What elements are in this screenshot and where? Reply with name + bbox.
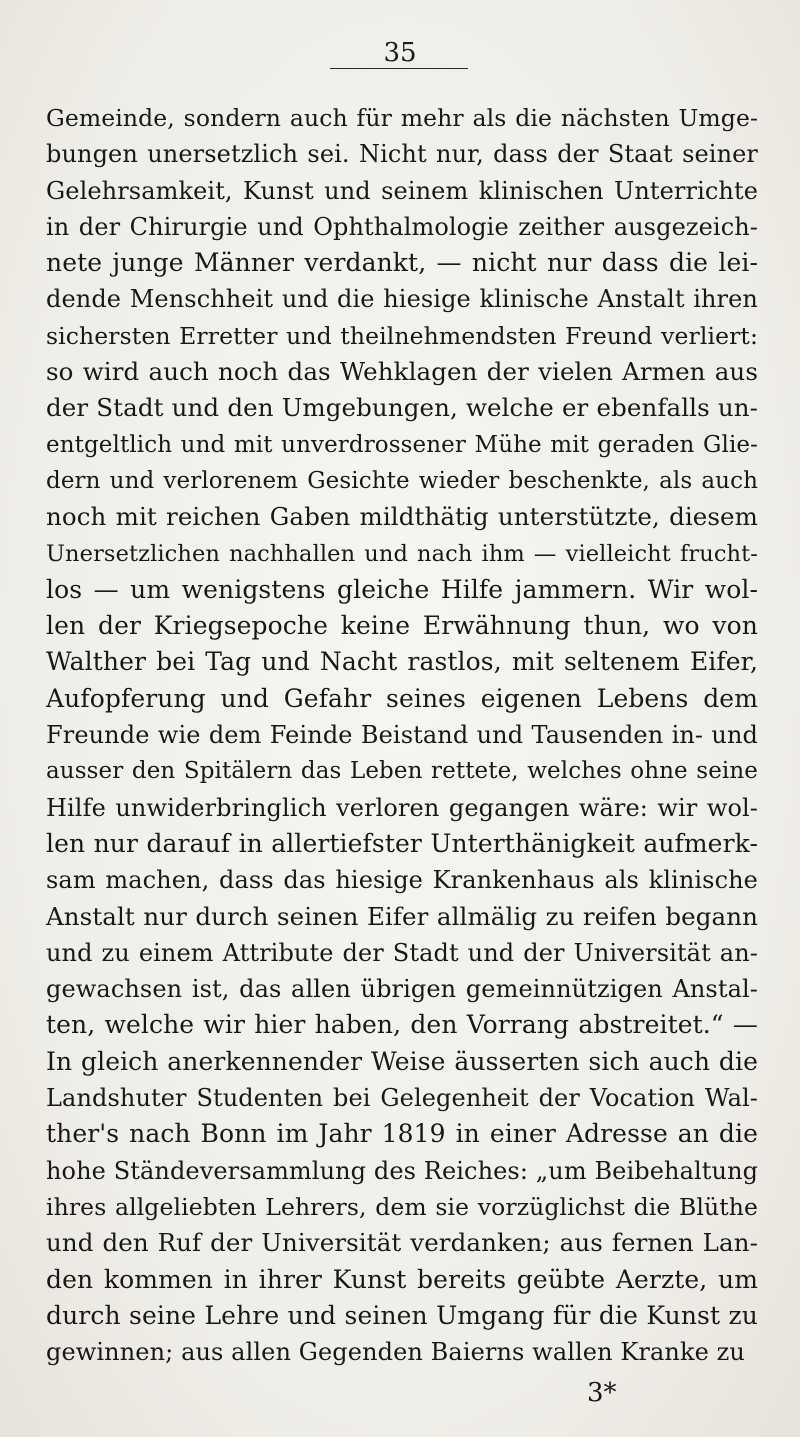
text-line: gewachsen ist, das allen übrigen gemeinnützigen Anstal- [46, 975, 758, 1004]
text-line: len der Kriegsepoche keine Erwähnung thun, wo von [46, 611, 758, 641]
signature-mark: 3* [587, 1378, 617, 1408]
text-line: der Stadt und den Umgebungen, welche er ebenfalls un- [46, 393, 758, 423]
text-line: Freunde wie dem Feinde Beistand und Tausenden in- und [46, 721, 758, 750]
text-line: dern und verlorenem Gesichte wieder beschenkte, als auch [46, 467, 758, 494]
text-line: entgeltlich und mit unverdrossener Mühe mit geraden Glie- [46, 431, 758, 458]
text-line: Hilfe unwiderbringlich verloren gegangen wäre: wir wol- [46, 793, 758, 822]
text-line: gewinnen; aus allen Gegenden Baierns wallen Kranke zu [46, 1338, 745, 1367]
text-line: los — um wenigstens gleiche Hilfe jammern. Wir wol- [46, 574, 758, 604]
text-line: Landshuter Studenten bei Gelegenheit der Vocation Wal- [46, 1084, 758, 1113]
text-line: In gleich anerkennender Weise äusserten sich auch die [46, 1046, 758, 1076]
text-line: dende Menschheit und die hiesige klinische Anstalt ihren [46, 285, 758, 314]
text-line: noch mit reichen Gaben mildthätig unterstützte, diesem [46, 502, 758, 532]
text-line: so wird auch noch das Wehklagen der vielen Armen aus [46, 357, 758, 387]
text-line: sichersten Erretter und theilnehmendsten Freund verliert: [46, 321, 758, 350]
text-line: hohe Ständeversammlung des Reiches: „um Beibehaltung [46, 1156, 759, 1185]
text-line: Anstalt nur durch seinen Eifer allmälig zu reifen begann [46, 901, 758, 931]
text-line: Walther bei Tag und Nacht rastlos, mit seltenem Eifer, [46, 647, 758, 677]
text-line: ten, welche wir hier haben, den Vorrang abstreitet.“ — [46, 1010, 758, 1040]
header-rule [330, 68, 468, 69]
text-line: Gemeinde, sondern auch für mehr als die nächsten Umge- [46, 104, 758, 132]
text-line: sam machen, dass das hiesige Krankenhaus als klinische [46, 866, 758, 895]
text-line: und den Ruf der Universität verdanken; aus fernen Lan- [46, 1228, 758, 1258]
text-line: ther's nach Bonn im Jahr 1819 in einer Adresse an die [46, 1119, 758, 1149]
text-line: und zu einem Attribute der Stadt und der Universität an- [46, 938, 758, 967]
text-line: Aufopferung und Gefahr seines eigenen Lebens dem [46, 683, 758, 713]
text-line: bungen unersetzlich sei. Nicht nur, dass der Staat seiner [46, 140, 758, 169]
text-line: durch seine Lehre und seinen Umgang für die Kunst zu [46, 1300, 758, 1330]
text-line: nete junge Männer verdankt, — nicht nur dass die lei- [46, 248, 758, 278]
text-line: ihres allgeliebten Lehrers, dem sie vorzüglichst die Blüthe [46, 1192, 758, 1221]
text-line: den kommen in ihrer Kunst bereits geübte Aerzte, um [46, 1264, 758, 1294]
body-text [46, 100, 758, 1370]
page-number: 35 [383, 38, 417, 68]
text-line: Gelehrsamkeit, Kunst und seinem klinischen Unterrichte [46, 176, 758, 205]
text-line: in der Chirurgie und Ophthalmologie zeither ausgezeich- [46, 212, 758, 241]
text-line: Unersetzlichen nachhallen und nach ihm — vielleicht frucht- [46, 540, 758, 567]
text-line: ausser den Spitälern das Leben rettete, welches ohne seine [46, 758, 758, 785]
text-line: len nur darauf in allertiefster Unterthänigkeit aufmerk- [46, 828, 758, 858]
